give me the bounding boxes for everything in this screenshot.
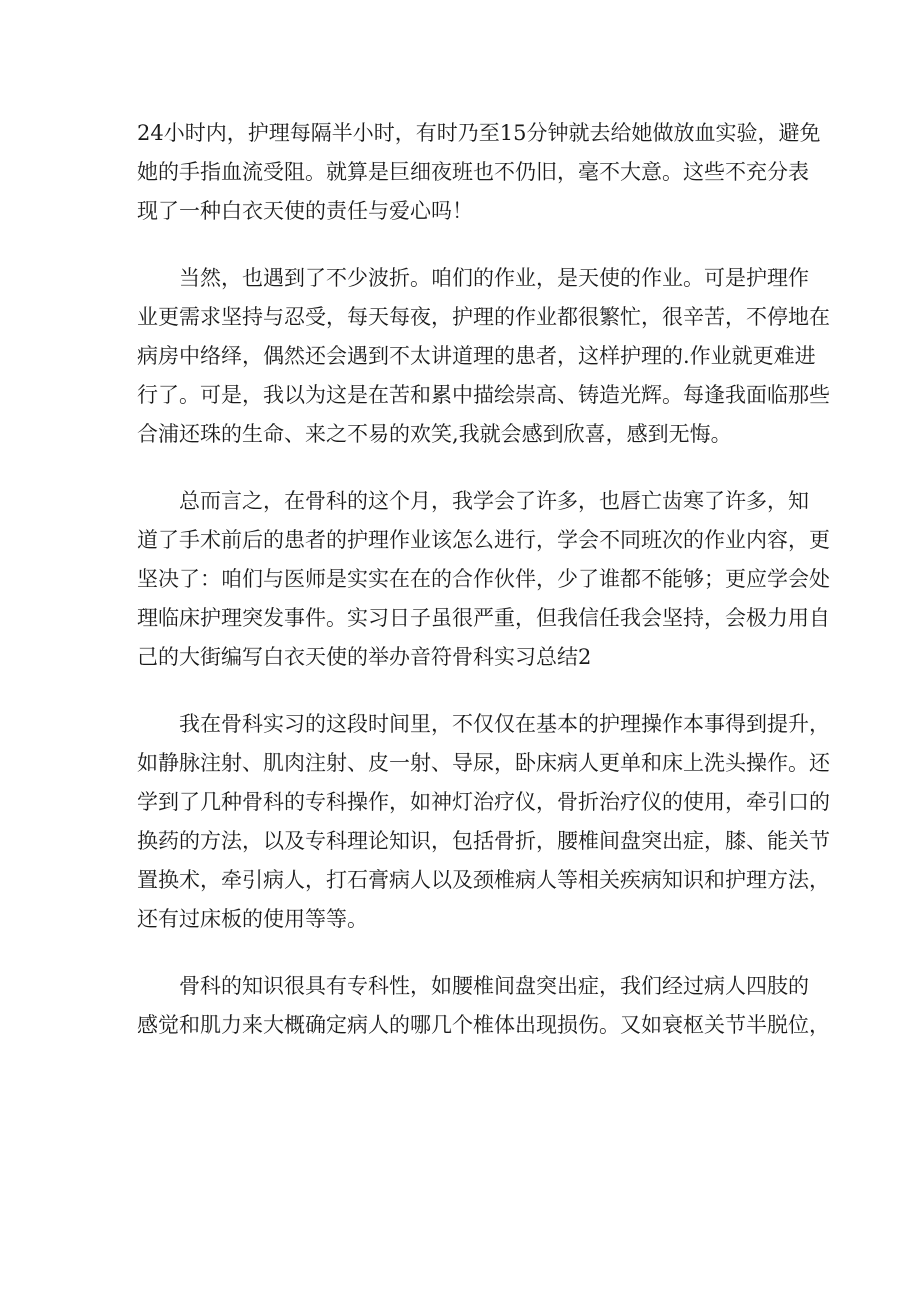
text-line: 总而言之，在骨科的这个月，我学会了许多，也唇亡齿寒了许多，知	[179, 489, 809, 513]
paragraph	[137, 482, 830, 677]
text-line: 还有过床板的使用等等。	[137, 907, 368, 931]
text-line: 感觉和肌力来大概确定病人的哪几个椎体出现损伤。又如衰枢关节半脱位，	[137, 1013, 830, 1037]
text-line: 业更需求坚持与忍受，每天每夜，护理的作业都很繁忙，很辛苦，不停地在	[137, 305, 830, 329]
text-line: 病房中络绎，偶然还会遇到不太讲道理的患者，这样护理的.作业就更难进	[137, 344, 816, 368]
text-line: 我在骨科实习的这段时间里，不仅仅在基本的护理操作本事得到提升，	[179, 712, 830, 736]
text-line: 己的大街编写白衣天使的举办音符骨科实习总结2	[137, 645, 592, 669]
paragraph	[137, 259, 830, 454]
text-line: 她的手指血流受阻。就算是巨细夜班也不仍旧，毫不大意。这些不充分表	[137, 160, 809, 184]
text-line: 合浦还珠的生命、来之不易的欢笑,我就会感到欣喜，感到无悔。	[137, 422, 732, 446]
text-line: 换药的方法，以及专科理论知识，包括骨折，腰椎间盘突出症，膝、能关节	[137, 829, 830, 853]
text-line: 坚决了：咱们与医师是实实在在的合作伙伴，少了谁都不能够；更应学会处	[137, 567, 830, 591]
paragraph	[137, 967, 830, 1045]
paragraph	[137, 114, 821, 231]
text-line: 道了手术前后的患者的护理作业该怎么进行，学会不同班次的作业内容，更	[137, 528, 830, 552]
paragraph	[137, 705, 830, 939]
text-line: 行了。可是，我以为这是在苦和累中描绘崇高、铸造光辉。每逢我面临那些	[137, 383, 830, 407]
text-line: 理临床护理突发事件。实习日子虽很严重，但我信任我会坚持，会极力用自	[137, 606, 830, 630]
text-line: 当然，也遇到了不少波折。咱们的作业，是天使的作业。可是护理作	[179, 266, 809, 290]
document-body	[137, 114, 830, 1073]
text-line: 如静脉注射、肌肉注射、皮一射、导尿，卧床病人更单和床上洗头操作。还	[137, 751, 830, 775]
text-line: 现了一种白衣天使的责任与爱心吗！	[137, 199, 473, 223]
text-line: 学到了几种骨科的专科操作，如神灯治疗仪，骨折治疗仪的使用，牵引口的	[137, 790, 830, 814]
text-line: 置换术，牵引病人，打石膏病人以及颈椎病人等相关疾病知识和护理方法，	[137, 868, 830, 892]
text-line: 24小时内，护理每隔半小时，有时乃至15分钟就去给她做放血实验，避免	[137, 121, 821, 145]
text-line: 骨科的知识很具有专科性，如腰椎间盘突出症，我们经过病人四肢的	[179, 974, 809, 998]
